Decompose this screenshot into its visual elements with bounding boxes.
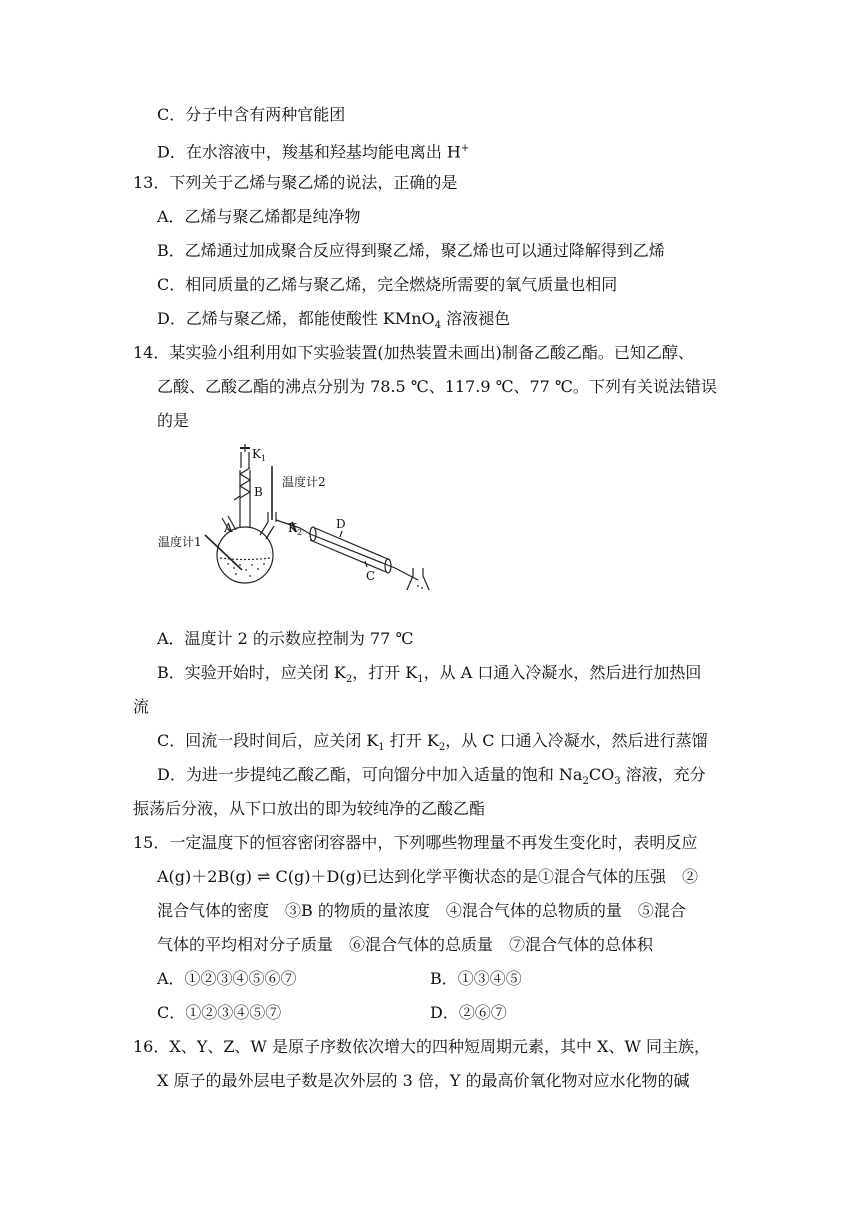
label-k1: $K_1$ bbox=[252, 447, 267, 463]
liebig-condenser-tube bbox=[300, 528, 395, 568]
q14-option-c: C．回流一段时间后，应关闭 $K_1$ 打开 $K_2$，从 C 口通入冷凝水，然后进行蒸馏 bbox=[157, 731, 708, 754]
q14-stem-line1: 14．某实验小组利用如下实验装置(加热装置未画出)制备乙酸乙酯。已知乙醇、 bbox=[133, 343, 694, 362]
label-k2: $K_2$ bbox=[288, 521, 303, 537]
q14-stem-line2: 乙酸、乙酸乙酯的沸点分别为 78.5 ℃、117.9 ℃、77 ℃。下列有关说法错误 bbox=[157, 377, 717, 396]
label-d: D bbox=[336, 517, 346, 531]
q12-option-c: C．分子中含有两种官能团 bbox=[157, 105, 346, 124]
label-b: B bbox=[254, 485, 263, 499]
q15-option-b: B．①③④⑤ bbox=[430, 969, 522, 988]
q16-stem-line2: X 原子的最外层电子数是次外层的 3 倍，Y 的最高价氧化物对应水化物的碱 bbox=[157, 1071, 690, 1090]
q13-option-b: B．乙烯通过加成聚合反应得到聚乙烯，聚乙烯也可以通过降解得到乙烯 bbox=[157, 241, 665, 260]
distillation-apparatus-figure bbox=[150, 440, 450, 590]
q14-option-b-line2: 流 bbox=[133, 697, 150, 716]
q14-option-d-line1: D．为进一步提纯乙酸乙酯，可向馏分中加入适量的饱和 $Na_2CO_3$ 溶液，充分 bbox=[157, 765, 706, 788]
q16-stem-line1: 16．X、Y、Z、W 是原子序数依次增大的四种短周期元素，其中 X、W 同主族， bbox=[133, 1037, 710, 1056]
q12-option-d: D．在水溶液中，羧基和羟基均能电离出 H+ bbox=[157, 142, 470, 162]
q13-option-a: A．乙烯与聚乙烯都是纯净物 bbox=[157, 207, 361, 226]
q15-stem-line3: 混合气体的密度 ③B 的物质的量浓度 ④混合气体的总物质的量 ⑤混合 bbox=[157, 901, 686, 920]
q15-stem-line1: 15．一定温度下的恒容密闭容器中，下列哪些物理量不再发生变化时，表明反应 bbox=[133, 833, 698, 852]
q15-stem-line4: 气体的平均相对分子质量 ⑥混合气体的总质量 ⑦混合气体的总体积 bbox=[157, 935, 654, 954]
q14-option-d-line2: 振荡后分液，从下口放出的即为较纯净的乙酸乙酯 bbox=[133, 799, 486, 818]
q13-stem: 13．下列关于乙烯与聚乙烯的说法，正确的是 bbox=[133, 173, 458, 192]
q15-option-a: A．①②③④⑤⑥⑦ bbox=[157, 969, 297, 988]
q15-option-c: C．①②③④⑤⑦ bbox=[157, 1003, 282, 1022]
reflux-condenser-coil bbox=[240, 468, 250, 498]
q15-stem-line2: A(g)＋2B(g) ⇌ C(g)＋D(g)已达到化学平衡状态的是①混合气体的压强 ② bbox=[157, 867, 699, 886]
label-c: C bbox=[366, 569, 376, 583]
label-thermometer-2: 温度计2 bbox=[282, 475, 326, 489]
q15-option-d: D．②⑥⑦ bbox=[430, 1003, 507, 1022]
q14-option-a: A．温度计 2 的示数应控制为 77 ℃ bbox=[157, 629, 414, 648]
label-a: A bbox=[224, 521, 233, 535]
q14-stem-line3: 的是 bbox=[157, 411, 190, 430]
label-thermometer-1: 温度计1 bbox=[158, 535, 202, 549]
q13-option-d: D．乙烯与聚乙烯，都能使酸性 KMnO$_4$ 溶液褪色 bbox=[157, 309, 511, 332]
q14-option-b-line1: B．实验开始时，应关闭 $K_2$，打开 $K_1$，从 A 口通入冷凝水，然后进行加热回 bbox=[157, 663, 702, 686]
q13-option-c: C．相同质量的乙烯与聚乙烯，完全燃烧所需要的氧气质量也相同 bbox=[157, 275, 618, 294]
thermometer-1 bbox=[205, 535, 242, 570]
